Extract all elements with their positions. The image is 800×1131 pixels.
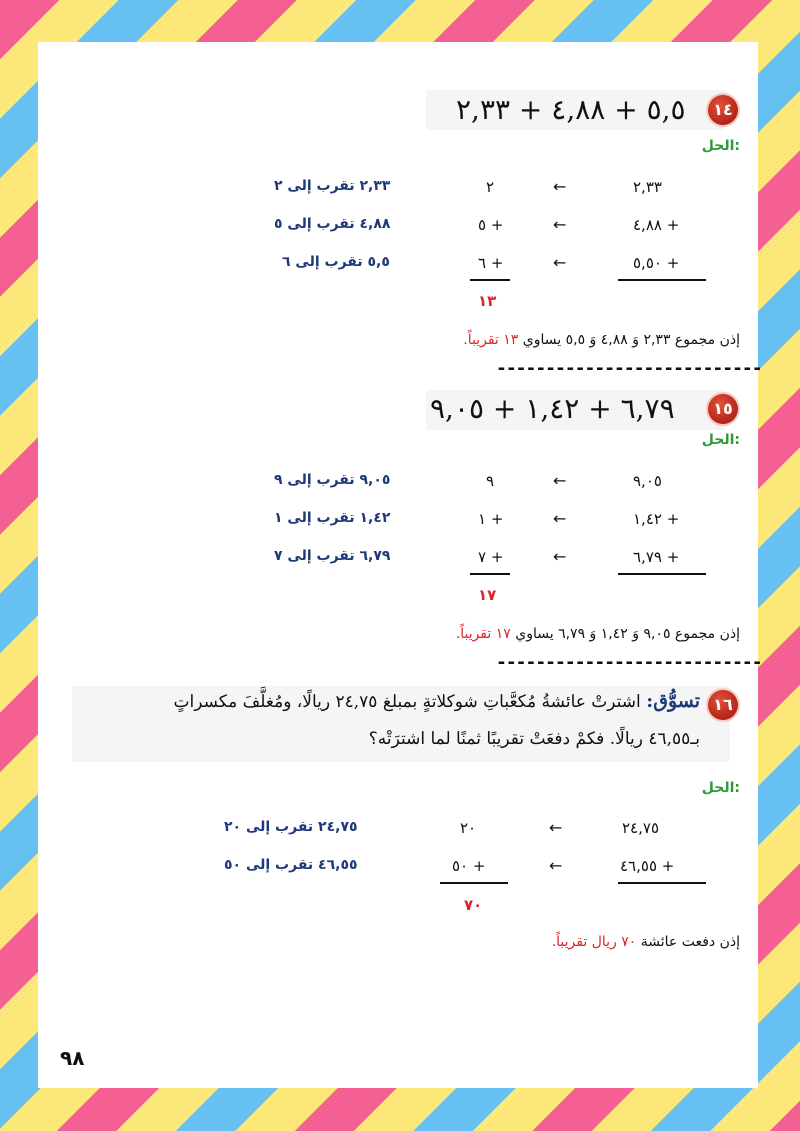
problem-15-expression: ٦,٧٩ + ١,٤٢ + ٩,٠٥ [430,392,675,425]
p14-rounded-underline [470,279,510,281]
p16-rounded-underline [440,882,508,884]
p14-sum: ١٣ [478,292,497,310]
p15-note-2: ١,٤٢ تقرب إلى ١ [274,510,391,526]
problem-16-line1 [173,684,700,719]
p16-arrow-2: ← [549,856,563,875]
problem-16-badge: ١٦ [708,690,738,720]
separator-2: --------------------------- [496,652,762,673]
separator-1: --------------------------- [496,358,762,379]
p16-orig-underline [618,882,706,884]
p15-rounded-3: ٧ + [478,548,504,566]
p16-conclusion [552,934,740,950]
p15-rounded-2: ١ + [478,510,504,528]
p14-rounded-2: ٥ + [478,216,504,234]
problem-16-title: تسوُّق: [646,690,700,712]
solution-label-16: الحل: [701,780,740,796]
solution-label-15: الحل: [701,432,740,448]
p15-rounded-1: ٩ [486,472,495,490]
problem-14-badge: ١٤ [708,95,738,125]
solution-label-14: الحل: [701,138,740,154]
p15-note-1: ٩,٠٥ تقرب إلى ٩ [274,472,391,488]
p14-arrow-2: ← [553,215,567,234]
p15-orig-3: ٦,٧٩ + [633,548,680,566]
p15-orig-2: ١,٤٢ + [633,510,680,528]
p14-note-3: ٥,٥ تقرب إلى ٦ [282,254,390,270]
p15-arrow-3: ← [553,547,567,566]
p16-orig-2: ٤٦,٥٥ + [620,857,675,875]
p16-orig-1: ٢٤,٧٥ [622,819,659,837]
p15-conclusion [456,626,740,642]
p15-arrow-1: ← [553,471,567,490]
worksheet-page [38,42,762,1088]
p16-note-1: ٢٤,٧٥ تقرب إلى ٢٠ [224,819,358,835]
p16-sum: ٧٠ [464,896,483,914]
p16-note-2: ٤٦,٥٥ تقرب إلى ٥٠ [224,857,358,873]
problem-14-expression: ٥,٥ + ٤,٨٨ + ٢,٣٣ [456,93,686,126]
p14-rounded-1: ٢ [486,178,495,196]
p14-orig-underline [618,279,706,281]
p15-conclusion-value: ١٧ تقريباً. [455,626,511,642]
p15-conclusion-text: إذن مجموع ٩,٠٥ وَ ١,٤٢ وَ ٦,٧٩ يساوي [515,626,740,642]
p16-rounded-2: ٥٠ + [452,857,486,875]
p14-orig-1: ٢,٣٣ [633,178,662,196]
p15-sum: ١٧ [478,586,497,604]
p16-conclusion-value: ٧٠ ريال تقريباً. [551,934,637,950]
p14-orig-2: ٤,٨٨ + [633,216,680,234]
p14-rounded-3: ٦ + [478,254,504,272]
p14-conclusion-text: إذن مجموع ٢,٣٣ وَ ٤,٨٨ وَ ٥,٥ يساوي [522,332,740,348]
problem-16-text-line2: بـ٤٦,٥٥ ريالًا. فكمْ دفعَتْ تقريبًا ثمنًا لما اشترَتْه؟ [368,729,700,749]
p15-orig-1: ٩,٠٥ [633,472,662,490]
p15-note-3: ٦,٧٩ تقرب إلى ٧ [274,548,391,564]
p14-conclusion-value: ١٣ تقريباً. [463,332,519,348]
p15-rounded-underline [470,573,510,575]
p14-note-1: ٢,٣٣ تقرب إلى ٢ [274,178,391,194]
p14-conclusion [463,332,740,348]
p14-orig-3: ٥,٥٠ + [633,254,680,272]
p16-conclusion-text: إذن دفعت عائشة [640,934,740,950]
problem-16-text-line1: اشترتْ عائشةُ مُكعَّباتِ شوكلاتةٍ بمبلغ ٢٤,٧٥ ريالًا، ومُغلَّفَ مكسراتٍ [173,692,641,712]
page-number: ٩٨ [60,1046,85,1070]
p14-arrow-1: ← [553,177,567,196]
p16-rounded-1: ٢٠ [460,819,477,837]
p14-note-2: ٤,٨٨ تقرب إلى ٥ [274,216,391,232]
p15-orig-underline [618,573,706,575]
p16-arrow-1: ← [549,818,563,837]
problem-15-badge: ١٥ [708,394,738,424]
p14-arrow-3: ← [553,253,567,272]
p15-arrow-2: ← [553,509,567,528]
